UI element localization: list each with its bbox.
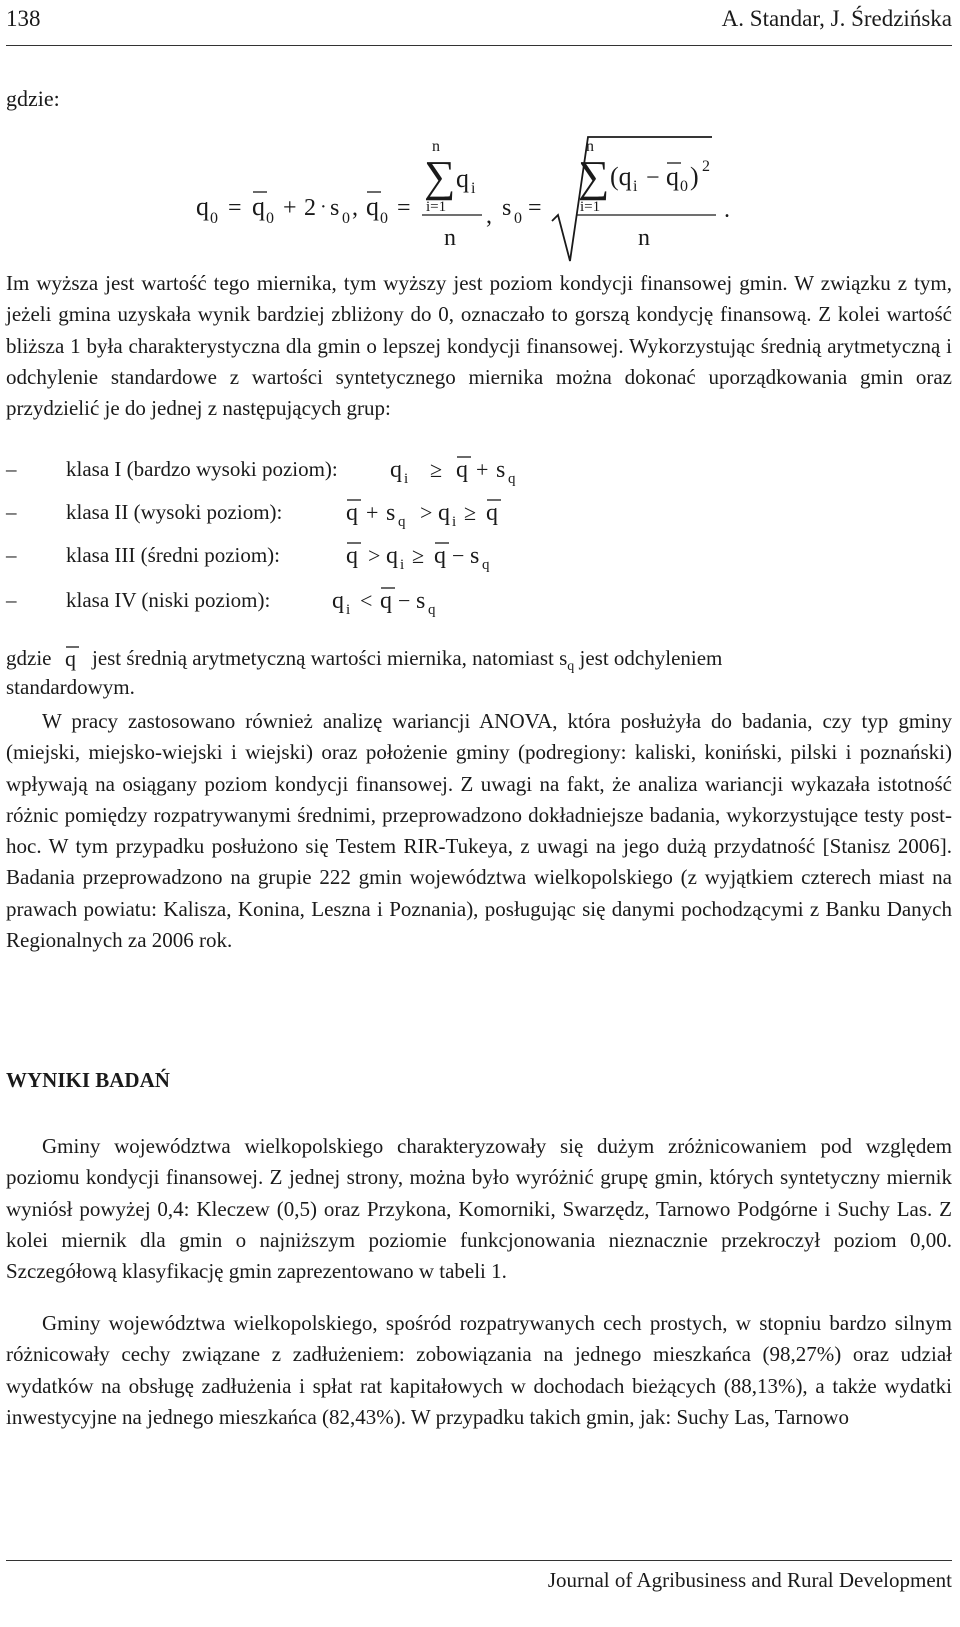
svg-text:n: n <box>444 225 456 251</box>
list-dash: – <box>6 588 17 612</box>
svg-text:q: q <box>366 192 379 221</box>
svg-text:≥: ≥ <box>430 457 443 482</box>
svg-text:): ) <box>690 162 699 191</box>
svg-text:q: q <box>252 192 265 221</box>
class-3-condition <box>338 537 538 581</box>
class-4-label: klasa IV (niski poziom): <box>66 588 271 612</box>
svg-text:+: + <box>476 457 489 482</box>
explanation-line-2: standardowym. <box>6 675 135 699</box>
svg-text:0: 0 <box>380 210 388 227</box>
svg-text:,: , <box>486 203 492 229</box>
svg-text:i: i <box>404 471 409 487</box>
intro-gdzie: gdzie: <box>6 86 60 111</box>
class-1-condition <box>388 451 568 495</box>
svg-text:i: i <box>452 514 457 530</box>
svg-text:q: q <box>666 162 679 191</box>
svg-text:2: 2 <box>304 195 316 221</box>
paragraph-5: Gminy województwa wielkopolskiego, spośród rozpatrywanych cech prostych, w stopniu bardzo silnym różnicowały cechy związane z zadłużeniem: zobowiązania na jednego mieszkańca (98,27%) oraz udział wydatków na obsługę zadłużenia i spłat rat kapitałowych w dochodach bieżących (88,13%), a także wydatki inwestycyjne na jednego mieszkańca (82,43%). W przypadku takich gmin, jak: Suchy Las, Tarnowo <box>6 1311 952 1429</box>
paragraph-4: Gminy województwa wielkopolskiego charakteryzowały się dużym zróżnicowaniem pod względem poziomu kondycji finansowej. Z jednej strony, można było wyróżnić grupę gmin, których syntetyczny miernik wyniósł powyżej 0,4: Kleczew (0,5) oraz Przykona, Komorniki, Swarzędz, Tarnowo Podgórne i Suchy Las. Z kolei miernik dla gmin o najniższym poziomie funkcjonowania nieznacznie przekroczył poziom 0,00. Szczegółową klasyfikację gmin zaprezentowano w tabeli 1. <box>6 1134 952 1284</box>
class-1-label: klasa I (bardzo wysoki poziom): <box>66 457 338 481</box>
svg-text:2: 2 <box>702 158 710 175</box>
header-rule <box>6 45 952 46</box>
class-2-condition <box>338 494 538 538</box>
svg-text:q: q <box>380 588 392 614</box>
running-header-authors: A. Standar, J. Średzińska <box>721 6 952 31</box>
svg-text:q: q <box>482 557 490 573</box>
svg-text:i: i <box>346 602 351 618</box>
svg-text:≥: ≥ <box>412 543 425 568</box>
svg-text:+: + <box>283 195 297 221</box>
svg-text:q: q <box>346 543 358 569</box>
explanation-subscript: q <box>567 659 575 675</box>
svg-text:q: q <box>508 471 516 487</box>
formula-q0 <box>0 135 960 265</box>
svg-text:i=1: i=1 <box>426 199 447 215</box>
svg-text:−: − <box>398 588 411 613</box>
svg-text:q: q <box>456 457 468 483</box>
explanation-gdzie: gdzie <box>6 646 52 670</box>
paragraph-3: W pracy zastosowano również analizę wariancji ANOVA, która posłużyła do badania, czy typ gminy (miejski, miejsko-wiejski i wiejski) oraz położenie gminy (podregiony: kaliski, koniński, pilski i poznański) wpływają na osiągany poziom kondycji finansowej. Z uwagi na fakt, że analiza wariancji wykazała istotność różnic pomiędzy rozpatrywanymi średnimi, przeprowadzono dokładniejsze badania, wykorzystujące testy post-hoc. W tym przypadku posłużono się Testem RIR-Tukeya, z uwagi na jego dużą przydatność [Stanisz 2006]. Badania przeprowadzono na grupie 222 gmin województwa wielkopolskiego (z wyjątkiem czterech miast na prawach powiatu: Kalisza, Konina, Leszna i Poznania), posługując się danymi pochodzącymi z Banku Danych Regionalnych za 2006 rok. <box>6 709 952 953</box>
explanation-line <box>6 642 952 673</box>
list-dash: – <box>6 457 17 481</box>
svg-text:i: i <box>471 180 476 197</box>
svg-text:i: i <box>633 178 638 195</box>
svg-text:i=1: i=1 <box>580 199 601 215</box>
svg-text:>: > <box>420 500 433 525</box>
svg-text:−: − <box>452 543 465 568</box>
svg-text:0: 0 <box>342 210 350 227</box>
q-bar-symbol <box>57 642 87 672</box>
svg-text:∑: ∑ <box>424 152 456 201</box>
footer-journal: Journal of Agribusiness and Rural Development <box>547 1568 952 1592</box>
svg-text:s: s <box>416 588 426 614</box>
class-4-condition <box>324 582 524 626</box>
svg-text:>: > <box>368 543 381 568</box>
svg-text:q: q <box>398 514 406 530</box>
svg-text:q: q <box>346 500 358 526</box>
explanation-text-2: jest odchyleniem <box>579 646 723 670</box>
svg-text:s: s <box>470 543 480 569</box>
svg-text:0: 0 <box>210 210 218 227</box>
svg-text:q: q <box>386 543 398 569</box>
svg-text:q: q <box>438 500 450 526</box>
svg-text:q: q <box>390 457 402 483</box>
svg-text:s: s <box>502 195 512 221</box>
svg-text:s: s <box>386 500 396 526</box>
svg-text:+: + <box>366 500 379 525</box>
section-title: WYNIKI BADAŃ <box>6 1068 170 1092</box>
svg-text:0: 0 <box>680 178 688 195</box>
svg-text:q: q <box>486 500 498 526</box>
svg-text:i: i <box>400 557 405 573</box>
svg-text:−: − <box>646 165 660 191</box>
svg-text:=: = <box>397 195 411 221</box>
svg-text:0: 0 <box>514 210 522 227</box>
svg-text:q: q <box>428 602 436 618</box>
class-3-item <box>6 543 706 577</box>
explanation-text: jest średnią arytmetyczną wartości miernika, natomiast s <box>91 646 568 670</box>
list-dash: – <box>6 500 17 524</box>
svg-text:s: s <box>496 457 506 483</box>
class-3-label: klasa III (średni poziom): <box>66 543 281 567</box>
svg-text:<: < <box>360 588 373 613</box>
svg-text:(q: (q <box>610 162 632 191</box>
svg-text:.: . <box>724 197 730 223</box>
class-2-item <box>6 500 706 534</box>
class-4-item <box>6 588 706 622</box>
list-dash: – <box>6 543 17 567</box>
class-1-item <box>6 457 706 491</box>
page-number: 138 <box>6 6 41 31</box>
svg-text:=: = <box>528 195 542 221</box>
svg-text:q: q <box>332 588 344 614</box>
paragraph-1: Im wyższa jest wartość tego miernika, tym wyższy jest poziom kondycji finansowej gmin. W związku z tym, jeżeli gmina uzyskała wynik bardziej zbliżony do 0, oznaczało to gorszą kondycję finansową. Z kolei wartość bliższa 1 była charakterystyczna dla gmin o lepszej kondycji finansowej. Wykorzystując średnią arytmetyczną i odchylenie standardowe z wartości syntetycznego miernika można dokonać uporządkowania gmin oraz przydzielić je do jednej z następujących grup: <box>6 271 952 421</box>
svg-text:s: s <box>330 195 340 221</box>
svg-text:≥: ≥ <box>464 500 477 525</box>
svg-text:q: q <box>456 164 469 193</box>
svg-text:∑: ∑ <box>578 152 610 201</box>
class-2-label: klasa II (wysoki poziom): <box>66 500 283 524</box>
svg-text:0: 0 <box>266 210 274 227</box>
svg-text:q: q <box>196 192 209 221</box>
svg-text:q: q <box>64 646 76 671</box>
svg-text:n: n <box>586 138 594 155</box>
svg-text:q: q <box>434 543 446 569</box>
svg-text:n: n <box>638 225 650 251</box>
svg-text:·: · <box>320 196 327 218</box>
footer-rule <box>6 1560 952 1561</box>
svg-text:n: n <box>432 138 440 155</box>
svg-text:=: = <box>228 195 242 221</box>
svg-text:,: , <box>352 195 358 221</box>
